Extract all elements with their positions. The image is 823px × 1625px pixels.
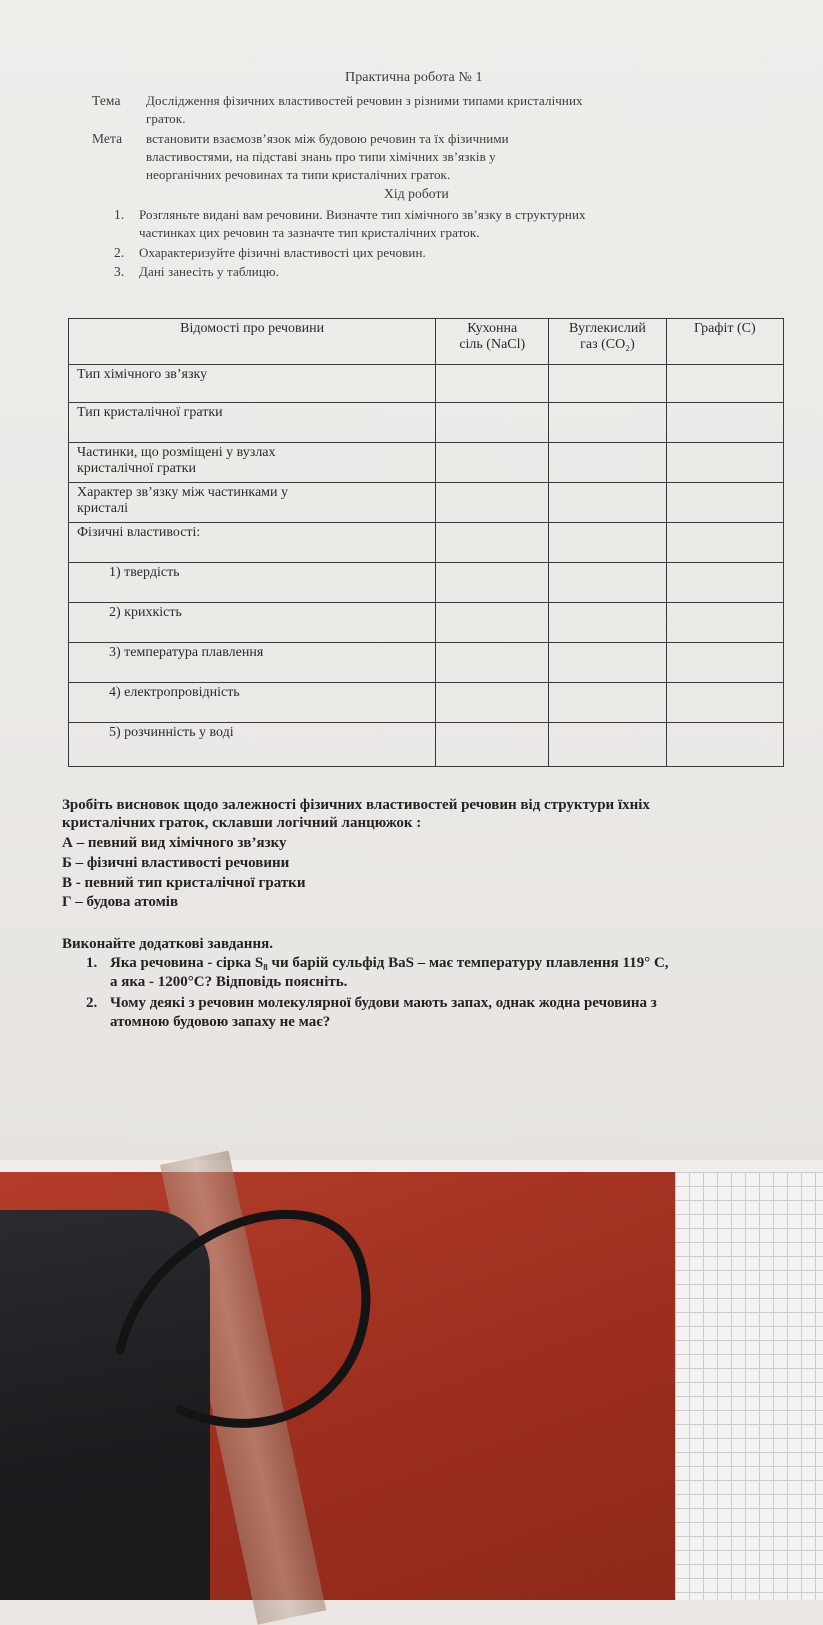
answer-cell[interactable]: [549, 443, 666, 483]
answer-cell[interactable]: [549, 723, 666, 767]
conclusion-lead-rest: щодо залежності фізичних властивостей речовин від структури їхніх: [179, 797, 650, 813]
task-number: 2.: [86, 995, 98, 1011]
step-number: 2.: [114, 245, 125, 260]
answer-cell[interactable]: [549, 403, 666, 443]
table-row: [69, 483, 784, 523]
row-label: Тип хімічного зв’язку: [69, 365, 436, 403]
answer-cell[interactable]: [436, 643, 549, 683]
answer-cell[interactable]: [436, 483, 549, 523]
table-header-row: [69, 319, 784, 365]
answer-cell[interactable]: [549, 603, 666, 643]
answer-cell[interactable]: [436, 403, 549, 443]
task-text-cont: а яка - 1200°С? Відповідь поясніть.: [110, 974, 348, 990]
answer-cell[interactable]: [666, 365, 783, 403]
answer-cell[interactable]: [436, 443, 549, 483]
answer-cell[interactable]: [666, 443, 783, 483]
row-label: Частинки, що розміщені у вузлах кристалічної гратки: [69, 443, 436, 483]
meta-text-cont2: неорганічних речовинах та типи кристалічних граток.: [146, 167, 451, 182]
meta-text: встановити взаємозв’язок між будовою речовин та їх фізичними: [146, 131, 509, 146]
answer-cell[interactable]: [436, 365, 549, 403]
row-label: Фізичні властивості:: [69, 523, 436, 563]
answer-cell[interactable]: [666, 563, 783, 603]
chain-item: Б – фізичні властивості речовини: [62, 855, 290, 871]
step-text: Охарактеризуйте фізичні властивості цих речовин.: [139, 245, 426, 260]
table-row: [69, 403, 784, 443]
answer-cell[interactable]: [549, 563, 666, 603]
answer-cell[interactable]: [436, 603, 549, 643]
row-label: Тип кристалічної гратки: [69, 403, 436, 443]
chain-item: Г – будова атомів: [62, 894, 179, 910]
step-text: Розгляньте видані вам речовини. Визначте тип хімічного зв’язку в структурних: [139, 207, 586, 222]
table-row: [69, 365, 784, 403]
step-text-cont: частинках цих речовин та зазначте тип кристалічних граток.: [139, 225, 480, 240]
header-cell-graphite: Графіт (С): [666, 319, 783, 365]
table-row: [69, 723, 784, 767]
answer-cell[interactable]: [549, 683, 666, 723]
answer-cell[interactable]: [666, 643, 783, 683]
table-row: [69, 643, 784, 683]
answer-cell[interactable]: [436, 723, 549, 767]
chain-item: А – певний вид хімічного зв’язку: [62, 835, 287, 851]
conclusion-line-2: кристалічних граток, склавши логічний ланцюжок :: [62, 815, 422, 831]
row-label: Характер зв’язку між частинками у кристалі: [69, 483, 436, 523]
row-label: 2) крихкість: [69, 603, 436, 643]
tema-text: Дослідження фізичних властивостей речовин з різними типами кристалічних: [146, 93, 583, 108]
task-text: Яка речовина - сірка S₈ чи барій сульфід BaS – має температуру плавлення 119° С,: [110, 955, 669, 971]
mask-strap: [0, 1160, 823, 1600]
answer-cell[interactable]: [666, 483, 783, 523]
page-title: Практична робота № 1: [345, 70, 483, 85]
row-label: 4) електропровідність: [69, 683, 436, 723]
tema-label: Тема: [92, 93, 121, 108]
task-number: 1.: [86, 955, 98, 971]
answer-cell[interactable]: [666, 403, 783, 443]
chain-item: В - певний тип кристалічної гратки: [62, 875, 306, 891]
row-label: 3) температура плавлення: [69, 643, 436, 683]
answer-cell[interactable]: [436, 523, 549, 563]
task-text-cont: атомною будовою запаху не має?: [110, 1014, 331, 1030]
row-label: 5) розчинність у воді: [69, 723, 436, 767]
row-label: 1) твердість: [69, 563, 436, 603]
properties-table: [68, 318, 784, 767]
progress-title: Хід роботи: [384, 186, 449, 201]
conclusion-line: [62, 797, 650, 814]
step-number: 3.: [114, 264, 125, 279]
answer-cell[interactable]: [436, 563, 549, 603]
task-text: Чому деякі з речовин молекулярної будови мають запах, однак жодна речовина з: [110, 995, 657, 1011]
answer-cell[interactable]: [666, 723, 783, 767]
answer-cell[interactable]: [549, 523, 666, 563]
answer-cell[interactable]: [666, 683, 783, 723]
extra-tasks-title: Виконайте додаткові завдання.: [62, 936, 273, 952]
header-cell-nacl: Кухонна сіль (NaCl): [436, 319, 549, 365]
meta-label: Мета: [92, 131, 123, 146]
tema-text-cont: граток.: [146, 111, 186, 126]
meta-text-cont: властивостями, на підставі знань про типи хімічних зв’язків у: [146, 149, 496, 164]
table-row: [69, 683, 784, 723]
answer-cell[interactable]: [549, 483, 666, 523]
table-row: [69, 603, 784, 643]
answer-cell[interactable]: [666, 603, 783, 643]
table-row: [69, 563, 784, 603]
header-cell-info: Відомості про речовини: [69, 319, 436, 365]
header-cell-co2: Вуглекислий газ (CO₂): [549, 319, 666, 365]
conclusion-lead: Зробіть висновок: [62, 797, 180, 813]
table-row: [69, 443, 784, 483]
answer-cell[interactable]: [666, 523, 783, 563]
step-number: 1.: [114, 207, 125, 222]
answer-cell[interactable]: [549, 643, 666, 683]
step-text: Дані занесіть у таблицю.: [139, 264, 280, 279]
answer-cell[interactable]: [436, 683, 549, 723]
answer-cell[interactable]: [549, 365, 666, 403]
table-row: [69, 523, 784, 563]
